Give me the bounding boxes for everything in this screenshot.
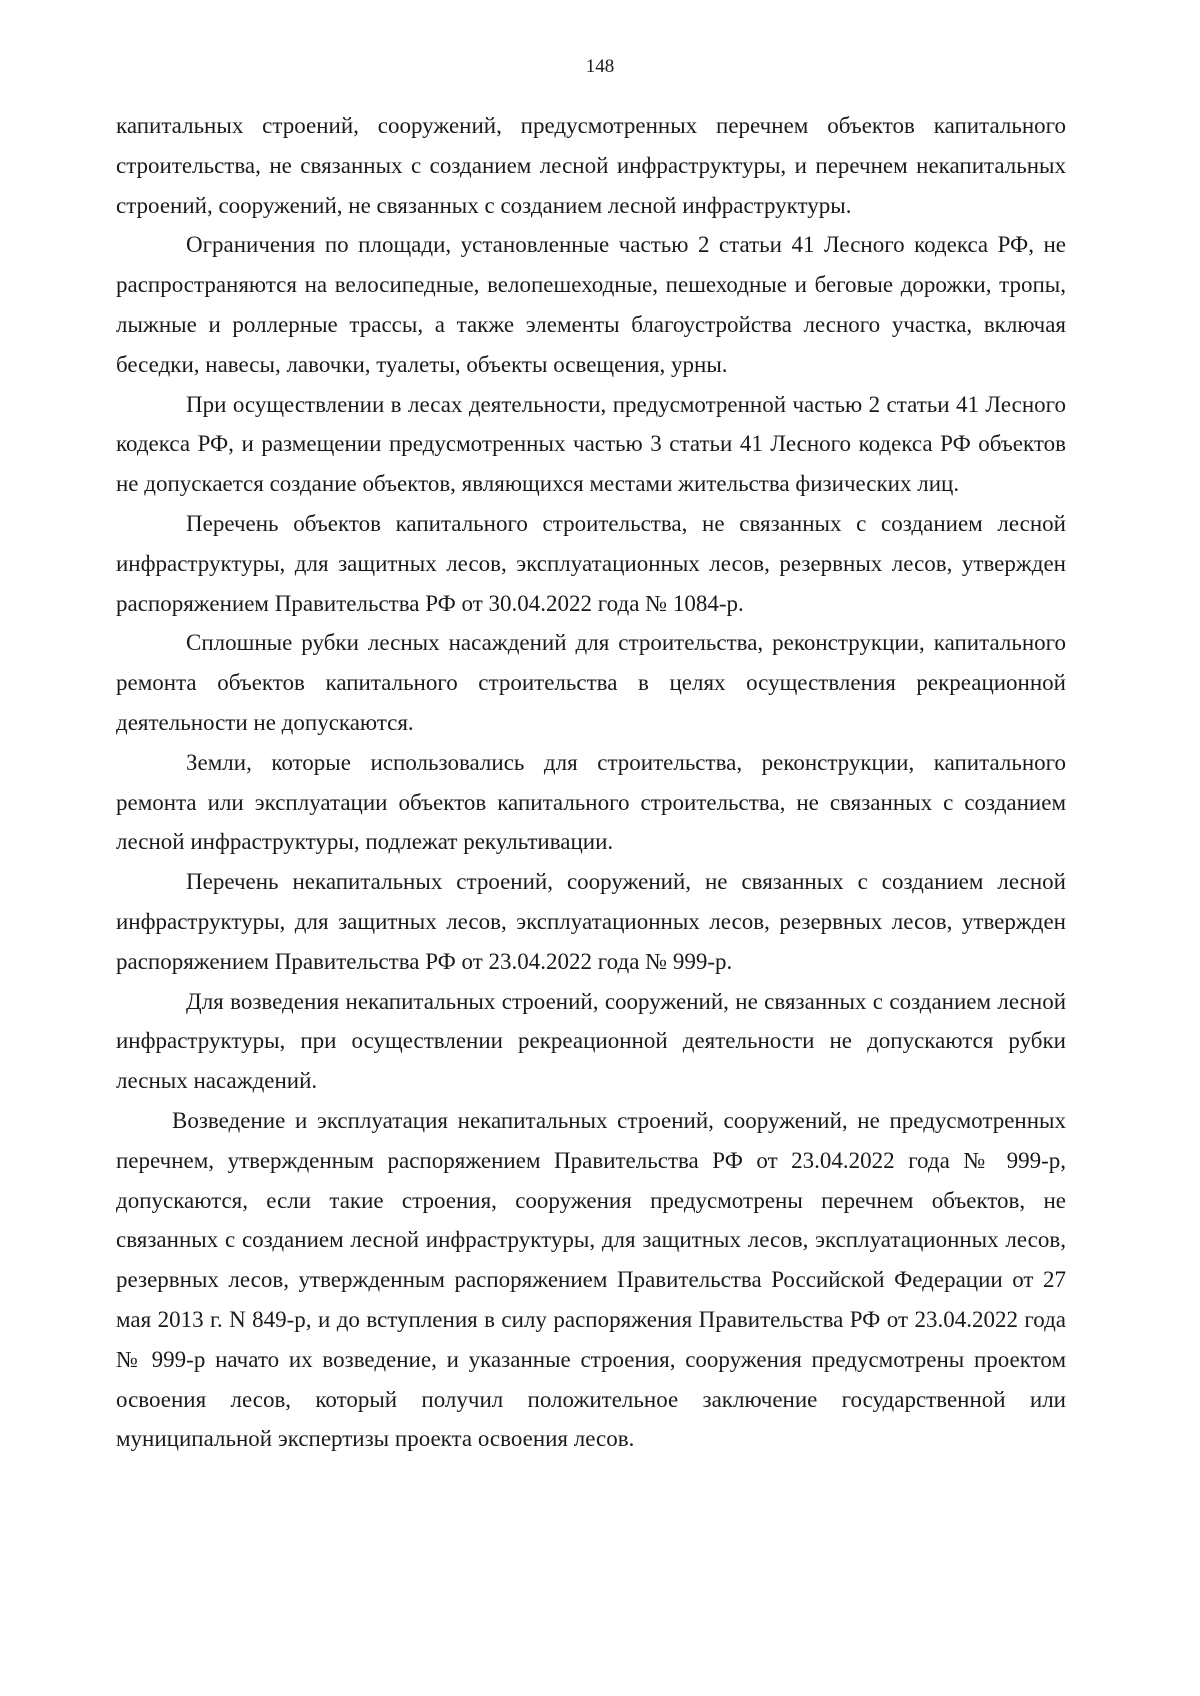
paragraph-clear-cutting: Сплошные рубки лесных насаждений для строительства, реконструкции, капитального ремонта объектов капитального строительства в целях осуществления рекреационной деятельности не допускаются. bbox=[116, 630, 1066, 735]
paragraph-noncapital-cutting: Для возведения некапитальных строений, сооружений, не связанных с созданием лесной инфраструктуры, при осуществлении рекреационной деятельности не допускаются рубки лесных насаждений. bbox=[116, 988, 1066, 1094]
paragraph-residence-prohibition: При осуществлении в лесах деятельности, предусмотренной частью 2 статьи 41 Лесного кодекса РФ, и размещении предусмотренных частью 3 статьи 41 Лесного кодекса РФ объектов не допускается создание объектов, являющихся местами жительства физических лиц. bbox=[116, 391, 1066, 497]
body-text bbox=[116, 106, 1066, 1459]
paragraph-capital-objects-list: Перечень объектов капитального строительства, не связанных с созданием лесной инфраструктуры, для защитных лесов, эксплуатационных лесов, резервных лесов, утвержден распоряжением Правительства РФ от 30.04.2022 года № 1084-р. bbox=[116, 510, 1066, 616]
paragraph-area-restrictions: Ограничения по площади, установленные частью 2 статьи 41 Лесного кодекса РФ, не распространяются на велосипедные, велопешеходные, пешеходные и беговые дорожки, тропы, лыжные и роллерные трассы, а также элементы благоустройства лесного участка, включая беседки, навесы, лавочки, туалеты, объекты освещения, урны. bbox=[116, 232, 1066, 377]
paragraph-recultivation: Земли, которые использовались для строительства, реконструкции, капитального ремонта или эксплуатации объектов капитального строительства, не связанных с созданием лесной инфраструктуры, подлежат рекультивации. bbox=[116, 749, 1066, 855]
paragraph-construction-conditions: Возведение и эксплуатация некапитальных строений, сооружений, не предусмотренных перечнем, утвержденным распоряжением Правительства РФ от 23.04.2022 года № 999-р, допускаются, если такие строения, сооружения предусмотрены перечнем объектов, не связанных с созданием лесной инфраструктуры, для защитных лесов, эксплуатационных лесов, резервных лесов, утвержденным распоряжением Правительства Российской Федерации от 27 мая 2013 г. N 849-р, и до вступления в силу распоряжения Правительства РФ от 23.04.2022 года № 999-р начато их возведение, и указанные строения, сооружения предусмотрены проектом освоения лесов, который получил положительное заключение государственной или муниципальной экспертизы проекта освоения лесов. bbox=[116, 1107, 1066, 1452]
paragraph-noncapital-objects-list: Перечень некапитальных строений, сооружений, не связанных с созданием лесной инфраструктуры, для защитных лесов, эксплуатационных лесов, резервных лесов, утвержден распоряжением Правительства РФ от 23.04.2022 года № 999-р. bbox=[116, 869, 1066, 974]
page-number: 148 bbox=[585, 56, 615, 77]
paragraph-continuation: капитальных строений, сооружений, предусмотренных перечнем объектов капитального строительства, не связанных с созданием лесной инфраструктуры, и перечнем некапитальных строений, сооружений, не связанных с созданием лесной инфраструктуры. bbox=[116, 113, 1066, 218]
